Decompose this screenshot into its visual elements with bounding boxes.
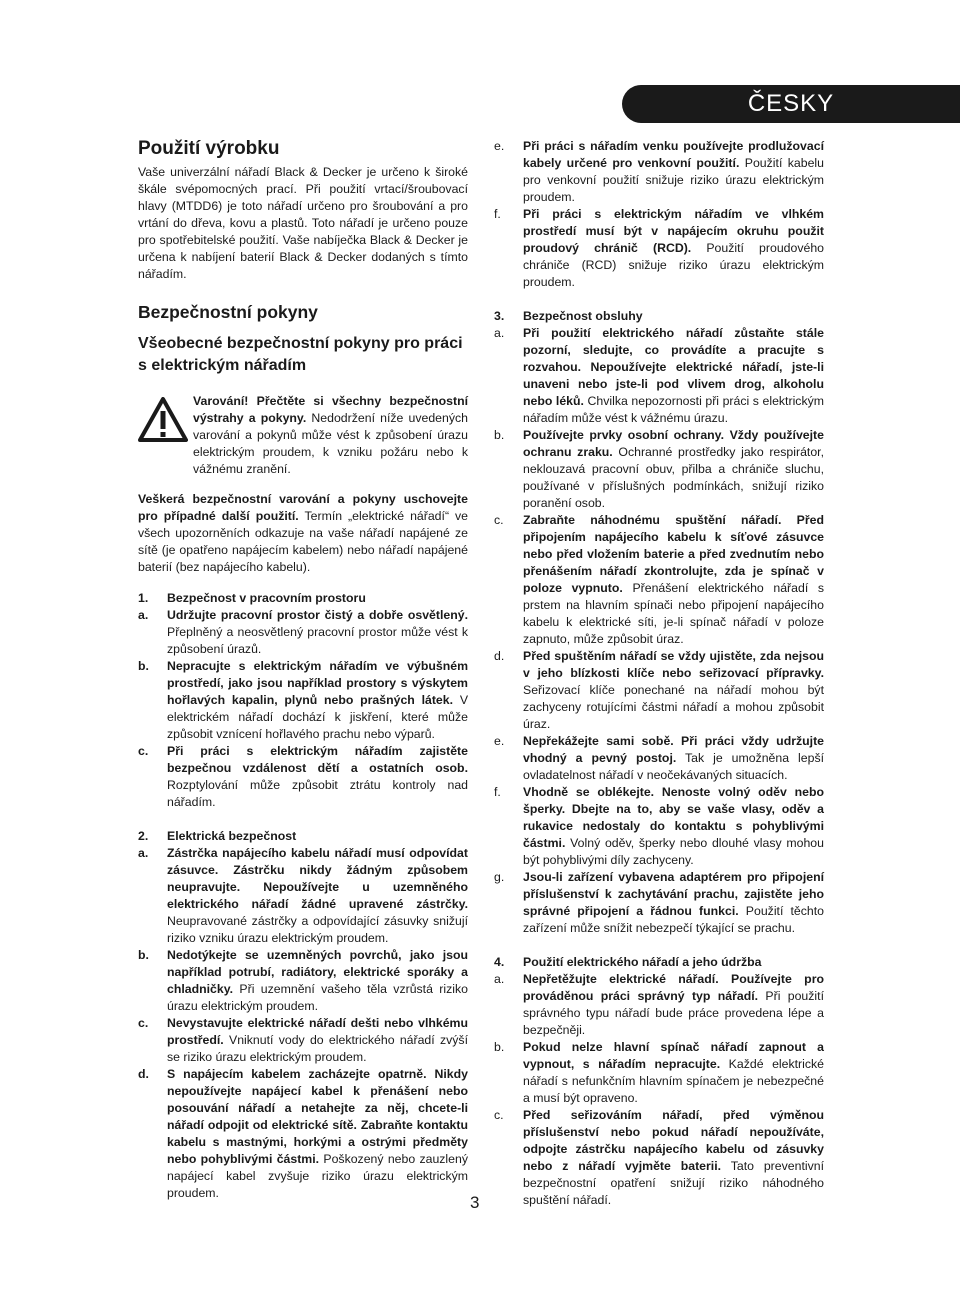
item-bold: Udržujte pracovní prostor čistý a dobře osvětlený. <box>167 608 468 622</box>
list-item <box>494 648 824 733</box>
list-item <box>138 947 468 1015</box>
item-bold: Nedotýkejte se uzemněných povrchů, jako jsou například potrubí, radiátory, elektrické sporáky a chladničky. <box>167 948 468 996</box>
list-item <box>138 1066 468 1202</box>
section-heading <box>494 954 824 971</box>
item-body: Chvilka nepozornosti při práci s elektrickým nářadím může vést k vážnému úrazu. <box>523 394 824 425</box>
list-item <box>138 743 468 811</box>
item-body: Každé elektrické nářadí s nefunkčním hlavním spínačem je nebezpečné a musí být opraveno. <box>523 1057 825 1105</box>
list-item <box>494 138 824 206</box>
item-bold: Vhodně se oblékejte. Nenoste volný oděv nebo šperky. Dbejte na to, aby se vaše vlasy, oděv a rukavice nedostaly do kontaktu s pohyblivými částmi. <box>523 785 824 850</box>
item-label: a. <box>138 608 149 622</box>
general-safety-title: Všeobecné bezpečnostní pokyny pro práci s elektrickým nářadím <box>138 335 463 374</box>
item-label: c. <box>494 1108 504 1122</box>
item-text <box>167 658 468 743</box>
item-body: Tato preventivní bezpečnostní opatření snižují riziko náhodného spuštění nářadí. <box>523 1159 824 1207</box>
item-text <box>523 138 824 206</box>
item-bold: Při práci s elektrickým nářadím ve vlhkém prostředí musí být v napájecím okruhu použit proudový chránič (RCD). <box>523 207 824 255</box>
item-label: e. <box>494 734 505 748</box>
section-number: 1. <box>138 591 149 605</box>
list-item <box>494 733 824 784</box>
item-body: Neupravované zástrčky a odpovídající zásuvky snižují riziko vzniku úrazu elektrickým proudem. <box>167 914 468 945</box>
usage-text: Vaše univerzální nářadí Black & Decker je určeno k široké škále svépomocných prací. Při použití vrtací/šroubovací hlavy (MTDD6) je toto nářadí určeno pro šroubování a pro vrtání do dřeva, kovu a plastů. Toto nářadí je určeno pouze pro spotřebitelské použití. Vaše nabíječka Black & Decker je určena k nabíjení baterií Black & Decker dodaných s tímto nářadím. <box>138 165 468 281</box>
item-body: Použití těchto zařízení může snížit nebezpečí týkající se prachu. <box>523 904 825 935</box>
item-bold: Při použití elektrického nářadí zůstaňte stále pozorní, sledujte, co provádíte a pracujte s rozvahou. Nepoužívejte elektrické nářadí, jste-li unaveni nebo jste-li pod vlivem drog, alkoholu nebo léků. <box>523 326 824 408</box>
keep-instructions <box>138 491 468 576</box>
item-bold: Při práci s elektrickým nářadím zajistěte bezpečnou vzdálenost dětí a ostatních osob. <box>167 744 468 775</box>
item-label: b. <box>138 659 149 673</box>
left-column <box>138 138 468 1202</box>
section-heading <box>138 590 468 607</box>
item-bold: Zástrčka napájecího kabelu nářadí musí odpovídat zásuvce. Zástrčku nikdy žádným způsobem neupravujte. Nepoužívejte u uzemněného elektrického nářadí žádné upravené zástrčky. <box>167 846 468 911</box>
item-bold: Jsou-li zařízení vybavena adaptérem pro připojení příslušenství k zachytávání prachu, zajistěte jeho správné připojení a řádnou funkci. <box>523 870 824 918</box>
list-item <box>494 206 824 291</box>
item-text <box>523 427 824 512</box>
item-label: b. <box>494 1040 505 1054</box>
section-number: 2. <box>138 829 149 843</box>
usage-title: Použití výrobku <box>138 138 280 159</box>
section-heading <box>494 308 824 325</box>
item-text <box>523 512 824 648</box>
item-text <box>523 648 824 733</box>
item-label: b. <box>494 428 505 442</box>
item-body: Tak je umožněna lepší ovladatelnost nářadí v neočekávaných situacích. <box>523 751 825 782</box>
list-item <box>494 1039 824 1107</box>
item-bold: Zabraňte náhodnému spuštění nářadí. Před připojením napájecího kabelu k síťové zásuvce nebo před vložením baterie a před zvednutím nebo přenášením nářadí zkontrolujte, zda je spínač v poloze vypnuto. <box>523 513 824 595</box>
list-item <box>494 512 824 648</box>
item-label: b. <box>138 948 149 962</box>
section-title: Elektrická bezpečnost <box>167 829 297 843</box>
item-label: f. <box>494 785 501 799</box>
section-title: Použití elektrického nářadí a jeho údržba <box>523 955 762 969</box>
list-item <box>494 784 824 869</box>
item-bold: Nepřekážejte sami sobě. Při práci vždy udržujte vhodný a pevný postoj. <box>523 734 824 765</box>
item-text <box>523 206 824 291</box>
keep-text: Termín „elektrické nářadí“ ve všech upozorněních odkazuje na vaše nářadí napájené ze sítě (je opatřeno napájecím kabelem) nebo nářadí napájené baterií (bez napájecího kabelu). <box>138 509 468 574</box>
item-text <box>523 869 824 937</box>
list-item <box>494 971 824 1039</box>
item-text <box>167 607 468 658</box>
item-text <box>523 971 824 1039</box>
warning-text: Nedodržení níže uvedených varování a pokynů může vést k způsobení úrazu elektrickým proudem, k vzniku požáru nebo k vážnému zranění. <box>193 411 468 476</box>
item-body: Použití kabelu pro venkovní použití snižuje riziko úrazu elektrickým proudem. <box>523 156 824 204</box>
item-label: a. <box>494 326 505 340</box>
item-label: d. <box>494 649 505 663</box>
item-text <box>523 733 824 784</box>
item-label: c. <box>494 513 504 527</box>
section-title: Bezpečnost obsluhy <box>523 309 643 323</box>
list-item <box>494 1107 824 1209</box>
item-bold: Pokud nelze hlavní spínač nářadí zapnout a vypnout, s nářadím nepracujte. <box>523 1040 824 1071</box>
page-number: 3 <box>470 1193 480 1212</box>
item-label: e. <box>494 139 505 153</box>
item-text <box>167 947 468 1015</box>
item-body: Poškozený nebo zauzlený napájecí kabel zvyšuje riziko úrazu elektrickým proudem. <box>167 1152 468 1200</box>
item-bold: Před seřizováním nářadí, před výměnou příslušenství nebo pokud nářadí nepoužíváte, odpojte zástrčku napájecího kabelu od zásuvky nebo z nářadí vyjměte baterii. <box>523 1108 824 1173</box>
item-body: Při použití správného typu nářadí bude práce provedena lépe a bezpečněji. <box>523 989 824 1037</box>
item-label: c. <box>138 1016 149 1030</box>
item-body: Přenášení elektrického nářadí s prstem na hlavním spínači nebo připojení napájecího kabelu k elektrické síti, je-li spínač nářadí v poloze zapnuto, může způsobit úraz. <box>523 581 825 646</box>
item-text <box>167 1015 468 1066</box>
item-body: Vniknutí vody do elektrického nářadí zvýší se riziko úrazu elektrickým proudem. <box>167 1033 468 1064</box>
keep-bold: Veškerá bezpečnostní varování a pokyny uschovejte pro případné další použití. <box>138 492 468 523</box>
section-number: 4. <box>494 955 505 969</box>
item-text <box>167 845 468 947</box>
item-text <box>523 325 824 427</box>
warning-block <box>138 393 468 478</box>
item-body: Použití proudového chrániče (RCD) snižuje riziko úrazu elektrickým proudem. <box>523 241 824 289</box>
list-item <box>494 325 824 427</box>
item-bold: Před spuštěním nářadí se vždy ujistěte, zda nejsou v jeho blízkosti klíče nebo seřizovací přípravky. <box>523 649 824 680</box>
list-item <box>138 658 468 743</box>
section-heading <box>138 828 468 845</box>
item-text <box>523 784 824 869</box>
item-body: Seřizovací klíče ponechané na nářadí mohou být zachyceny rotujícími částmi nářadí a mohou způsobit úraz. <box>523 683 824 731</box>
warning-text-block <box>193 393 468 478</box>
warning-bold: Varování! Přečtěte si všechny bezpečnostní výstrahy a pokyny. <box>193 394 468 425</box>
item-label: c. <box>138 744 149 758</box>
item-label: f. <box>494 207 501 221</box>
warning-triangle-icon <box>138 397 188 442</box>
list-item <box>138 845 468 947</box>
item-bold: S napájecím kabelem zacházejte opatrně. Nikdy nepoužívejte napájecí kabel k přenášení nebo posouvání nářadí a netahejte za něj, chcete-li nářadí odpojit od elektrické sítě. Zabraňte kontaktu kabelu s mastnými, horkými a ostrými předměty nebo pohyblivými částmi. <box>167 1067 468 1166</box>
list-item <box>494 869 824 937</box>
item-bold: Nepracujte s elektrickým nářadím ve výbušném prostředí, jako jsou například prostory s výskytem hořlavých kapalin, plynů nebo prašných látek. <box>167 659 468 707</box>
item-text <box>523 1039 824 1107</box>
list-item <box>138 1015 468 1066</box>
right-column <box>494 138 824 1209</box>
item-label: a. <box>138 846 149 860</box>
item-label: g. <box>494 870 505 884</box>
safety-title: Bezpečnostní pokyny <box>138 302 318 322</box>
item-text <box>167 1066 468 1202</box>
item-body: Ochranné prostředky jako respirátor, neklouzavá pracovní obuv, přilba a chrániče sluchu, používané v příslušných podmínkách, snižují riziko poranění osob. <box>523 445 825 510</box>
item-bold: Nepřetěžujte elektrické nářadí. Používejte pro prováděnou práci správný typ nářadí. <box>523 972 824 1003</box>
item-bold: Nevystavujte elektrické nářadí dešti nebo vlhkému prostředí. <box>167 1016 468 1047</box>
item-label: a. <box>494 972 505 986</box>
section-title: Bezpečnost v pracovním prostoru <box>167 591 366 605</box>
list-item <box>138 607 468 658</box>
item-body: Rozptylování může způsobit ztrátu kontroly nad nářadím. <box>167 778 468 809</box>
item-text <box>167 743 468 811</box>
item-label: d. <box>138 1067 149 1081</box>
language-tab: ČESKY <box>622 85 960 123</box>
item-body: Volný oděv, šperky nebo dlouhé vlasy mohou být pohyblivými díly zachyceny. <box>523 836 824 867</box>
item-body: Přeplněný a neosvětlený pracovní prostor může vést k způsobení úrazů. <box>167 625 468 656</box>
section-number: 3. <box>494 309 505 323</box>
item-body: Při uzemnění vašeho těla vzrůstá riziko úrazu elektrickým proudem. <box>167 982 468 1013</box>
item-body: V elektrickém nářadí dochází k jiskření, které může způsobit vznícení hořlavého prachu nebo výparů. <box>167 693 469 741</box>
item-bold: Při práci s nářadím venku používejte prodlužovací kabely určené pro venkovní použití. <box>523 139 824 170</box>
list-item <box>494 427 824 512</box>
item-bold: Používejte prvky osobní ochrany. Vždy používejte ochranu zraku. <box>523 428 824 459</box>
item-text <box>523 1107 824 1209</box>
